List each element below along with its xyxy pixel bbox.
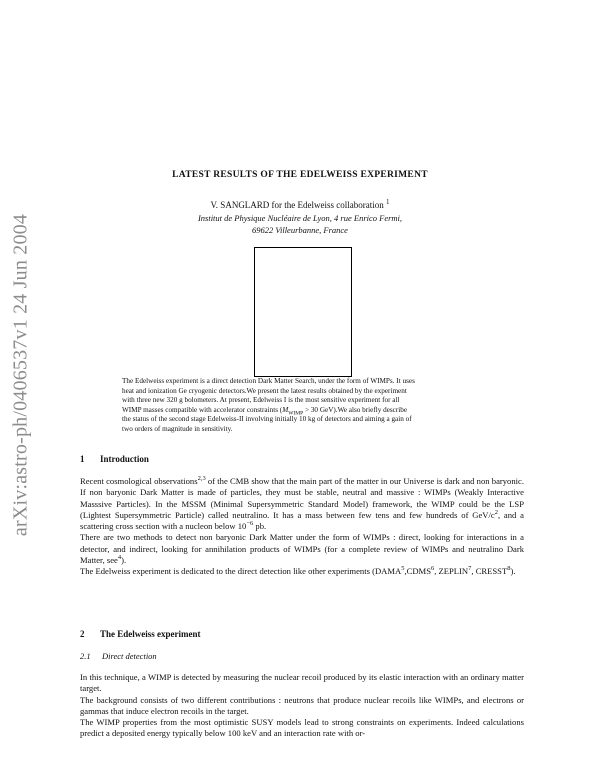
text-run: pb. xyxy=(253,521,267,532)
affiliation-line-2: 69622 Villeurbanne, France xyxy=(252,225,348,235)
citation-ref: 4 xyxy=(117,554,122,562)
text-run: The Edelweiss experiment is dedicated to the direct detection like other experiments (DAMA xyxy=(80,566,402,577)
paragraph: The background consists of two different contributions : neutrons that produce nuclear recoils like WIMPs, and electrons or gammas that induce electron recoils in the target. xyxy=(80,694,524,716)
arxiv-sidebar-stamp xyxy=(6,200,36,550)
citation-ref: 8 xyxy=(507,565,511,573)
math-subscript-wimp: WIMP xyxy=(288,410,304,417)
exponent: 2 xyxy=(494,509,498,517)
text-run: Recent cosmological observations xyxy=(80,476,198,486)
citation-ref: 5 xyxy=(401,565,405,573)
text-run: ,CDMS xyxy=(404,566,431,577)
text-run: , CRESST xyxy=(471,566,508,577)
text-run: ). xyxy=(121,555,127,566)
abstract-text: WIMP masses compatible with accelerator constraints ( xyxy=(122,405,283,414)
subsection-number: 2.1 xyxy=(80,651,91,661)
author-footnote-mark: 1 xyxy=(386,198,390,206)
abstract-line: the status of the second stage Edelweiss-II involving initially 10 kg of detectors and aiming a gain of xyxy=(122,415,412,424)
figure-placeholder xyxy=(254,247,352,377)
abstract-line xyxy=(122,406,478,416)
abstract-line: with three new 320 g bolometers. At present, Edelweiss I is the most sensitive experiment for all xyxy=(122,396,400,405)
direct-detection-body xyxy=(80,672,524,740)
section-number: 2 xyxy=(80,629,85,639)
text-run: , ZEPLIN xyxy=(434,566,469,577)
arxiv-identifier: arXiv:astro-ph/0406537v1 24 Jun 2004 xyxy=(9,213,32,537)
paragraph: In this technique, a WIMP is detected by measuring the nuclear recoil produced by its elastic interaction with an ordinary matter target. xyxy=(80,672,524,694)
abstract-text: > 30 GeV).We also briefly describe xyxy=(303,405,408,414)
text-run: , and a scattering cross section with a nucleon below 10 xyxy=(80,509,524,532)
abstract xyxy=(122,377,478,435)
citation-ref: 7 xyxy=(468,565,472,573)
paragraph xyxy=(80,566,524,577)
math-mass: M xyxy=(282,405,289,414)
paragraph xyxy=(80,532,524,566)
section-heading-edelweiss xyxy=(80,629,201,639)
paragraph xyxy=(80,476,524,532)
introduction-body xyxy=(80,476,524,578)
abstract-line: The Edelweiss experiment is a direct detection Dark Matter Search, under the form of WIMPs. It uses xyxy=(122,377,415,385)
section-title: Introduction xyxy=(100,454,149,464)
text-run: ). xyxy=(510,566,516,577)
text-run: of the CMB show that the main part of the matter in our Universe is dark and non baryonic. If non baryonic Dark Matter is made of particles, they must be stable, neutral and massive : WIMPs (Weakly Interactive Masssive Particles). In the MSSM (Minimal Supersymmetric Standard Model) framework, the WIMP could be the LSP (Lightest Supersymmetric Particle) called neutralino. It has a mass between few tens and few hundreds of GeV/c xyxy=(80,476,524,520)
section-heading-introduction xyxy=(80,454,149,464)
author-line xyxy=(0,200,600,210)
affiliation-line-1: Institut de Physique Nucléaire de Lyon, 4 rue Enrico Fermi, xyxy=(197,213,403,223)
paper-title: LATEST RESULTS OF THE EDELWEISS EXPERIMENT xyxy=(172,170,428,180)
paragraph: The WIMP properties from the most optimistic SUSY models lead to strong constraints on experiments. Indeed calculations predict a deposited energy typically below 100 keV and an interaction rate with or- xyxy=(80,717,524,739)
exponent: −6 xyxy=(246,520,254,528)
subsection-heading-direct-detection xyxy=(80,651,157,661)
subsection-title: Direct detection xyxy=(102,651,157,661)
text-run: There are two methods to detect non baryonic Dark Matter under the form of WIMPs : direct, looking for interactions in a detector, and indirect, looking for annihilation products of WIMPs (for a complete review of WIMPs and neutralino Dark Matter, see xyxy=(80,532,524,566)
abstract-line: two orders of magnitude in sensitivity. xyxy=(122,424,233,433)
author-name: V. SANGLARD for the Edelweiss collaboration xyxy=(210,200,384,210)
citation-ref: 6 xyxy=(430,565,435,573)
section-title: The Edelweiss experiment xyxy=(100,629,201,639)
section-number: 1 xyxy=(80,454,85,464)
citation-ref: 2,3 xyxy=(197,475,206,483)
abstract-line: heat and ionization Ge cryogenic detectors.We present the latest results obtained by the experiment xyxy=(122,386,407,395)
